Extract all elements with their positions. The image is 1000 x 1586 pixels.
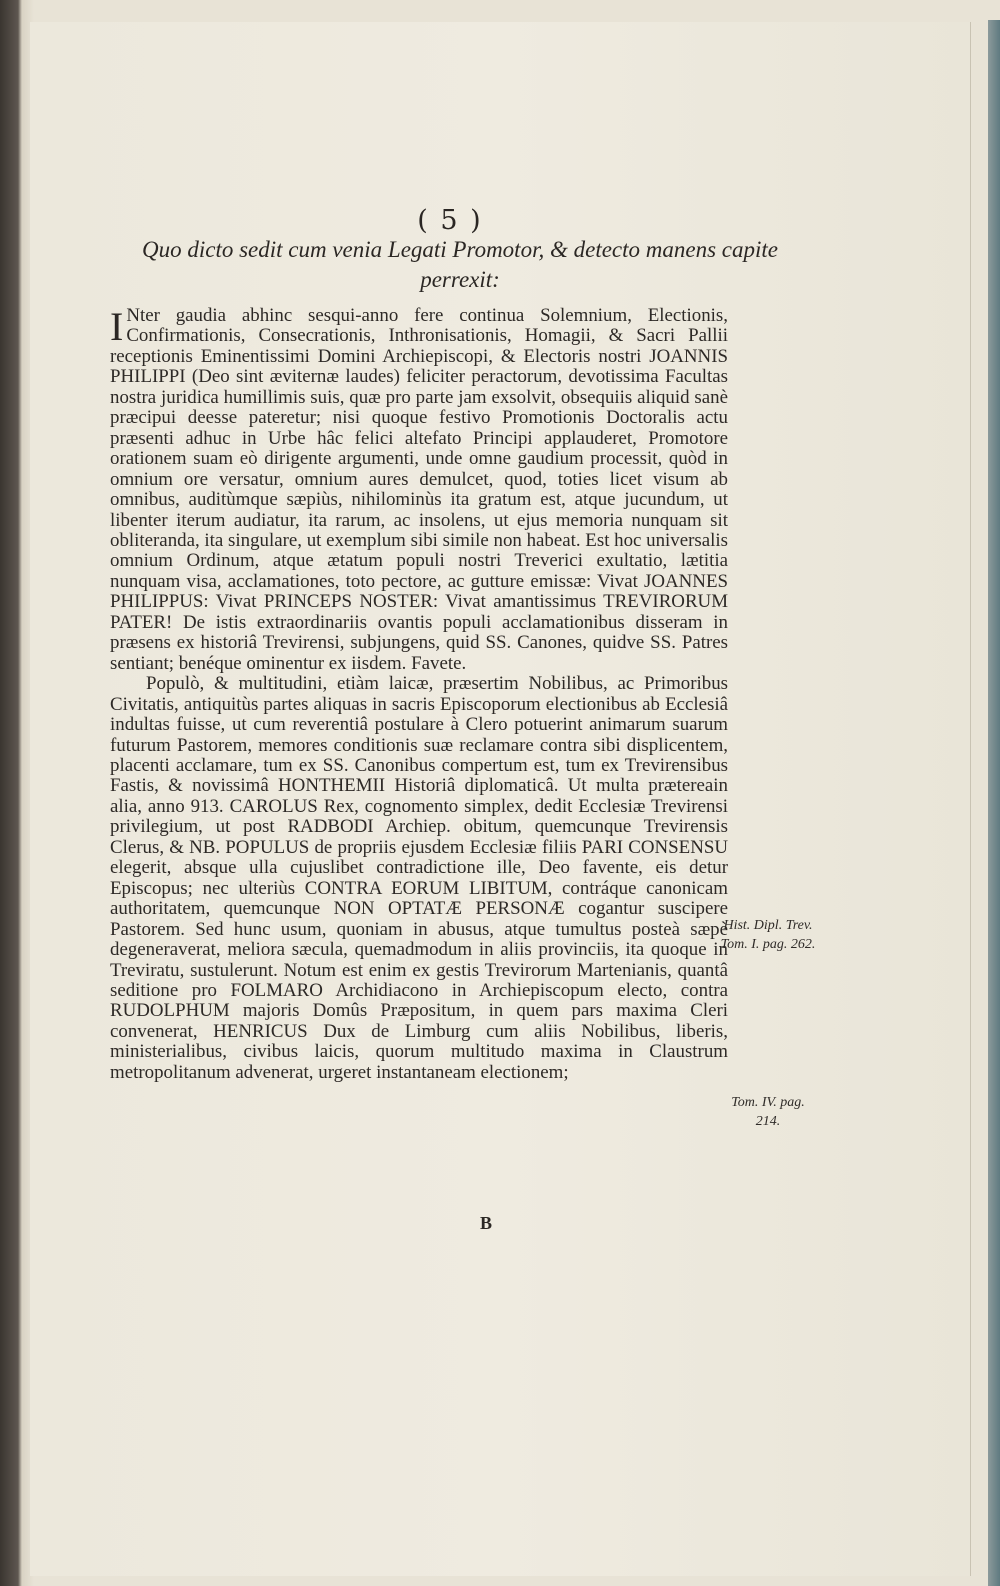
side-note-2: Tom. IV. pag. 214. [731,1095,805,1129]
page-number: ( 5 ) [417,205,483,236]
side-note-1: Hist. Dipl. Trev. Tom. I. pag. 262. [720,918,816,952]
page-heading: Quo dicto sedit cum venia Legati Promotor, & detecto manens capite perrexit: [141,237,778,292]
catchword: B [480,1213,493,1233]
drop-cap: I [110,304,124,349]
paragraph-1-text: Nter gaudia abhinc sesqui-anno fere continua Solemnium, Electionis, Confirmationis, Consecrationis, Inthronisationis, Homagii, & Sacri Pallii receptionis Eminentissimi Domini Archiepiscopi, & Electoris nostri JOANNIS PHILIPPI (Deo sint æviternæ laudes) feliciter peractorum, devotissima Facultas nostra juridica humillimis suis, quæ pro parte jam exsolvit, obsequiis aliquid sanè præcipui deesse pateretur; nisi quoque festivo Promotionis Doctoralis actu præsenti adhuc in Urbe hâc felici altefato Principi applauderet, Promotore orationem suam eò dirigente argumenti, unde omne gaudium processit, quòd in omnium ore versatur, omnium aures demulcet, quod, toties licet visum ab omnibus, auditùmque sæpiùs, nihilominùs ita gratum est, atque jucundum, ut libenter iterum audiatur, ita rarum, ac insolens, ut ejus memoria nunquam sit obliteranda, ita singulare, ut exemplum sibi simile non habeat. Est hoc universalis omnium Ordinum, atque ætatum populi nostri Treverici exultatio, lætitia nunquam visa, acclamationes, toto pectore, ac gutture emissæ: Vivat JOANNES PHILIPPUS: Vivat PRINCEPS NOSTER: Vivat amantissimus TREVIRORUM PATER! De istis extraordinariis ovantis populi acclamationibus disseram in præsens ex historiâ Trevirensi, subjungens, quid SS. Canones, quidve SS. Patres sentiant; benéque ominentur ex iisdem. Favete. [110,305,729,674]
paragraph-2 [110,674,728,1083]
paragraph-1 [110,306,728,674]
book-edge [988,20,1000,1586]
body-text [110,306,728,1083]
paragraph-2-text: Populò, & multitudini, etiàm laicæ, præsertim Nobilibus, ac Primoribus Civitatis, antiquitùs partes aliquas in sacris Episcoporum electionibus ab Ecclesiâ indultas fuisse, ut cum reverentiâ postulare à Clero potuerint animarum suarum futurum Pastorem, memores conditionis suæ reclamare contra sibi displicentem, placenti acclamare, tum ex SS. Canonibus compertum est, tum ex Trevirensibus Fastis, & novissimâ HONTHEMII Historiâ diplomaticâ. Ut multa prætereain alia, anno 913. CAROLUS Rex, cognomento simplex, dedit Ecclesiæ Trevirensi privilegium, ut post RADBODI Archiep. obitum, quemcunque Trevirensis Clerus, & NB. POPULUS de propriis ejusdem Ecclesiæ filiis PARI CONSENSU elegerit, absque ulla cujuslibet contradictione ille, Deo favente, eis detur Episcopus; nec ulteriùs CONTRA EORUM LIBITUM, contráque canonicam authoritatem, quemcunque NON OPTATÆ PERSONÆ cogantur suscipere Pastorem. Sed hunc usum, quoniam in abusus, atque tumultus posteà sæpè degeneraverat, meliora sæcula, quemadmodum in aliis provinciis, ita quoque in Treviratu, sustulerunt. Notum est enim ex gestis Trevirorum Martenianis, quantâ seditione pro FOLMARO Archidiacono in Archiepiscopum electo, contra RUDOLPHUM majoris Domûs Præpositum, in quem pars maxima Cleri convenerat, HENRICUS Dux de Limburg cum aliis Nobilibus, liberis, ministerialibus, civibus laicis, quorum multitudo maxima in Claustrum metropolitanum advenerat, urgeret instantaneam electionem; [110,673,728,1083]
